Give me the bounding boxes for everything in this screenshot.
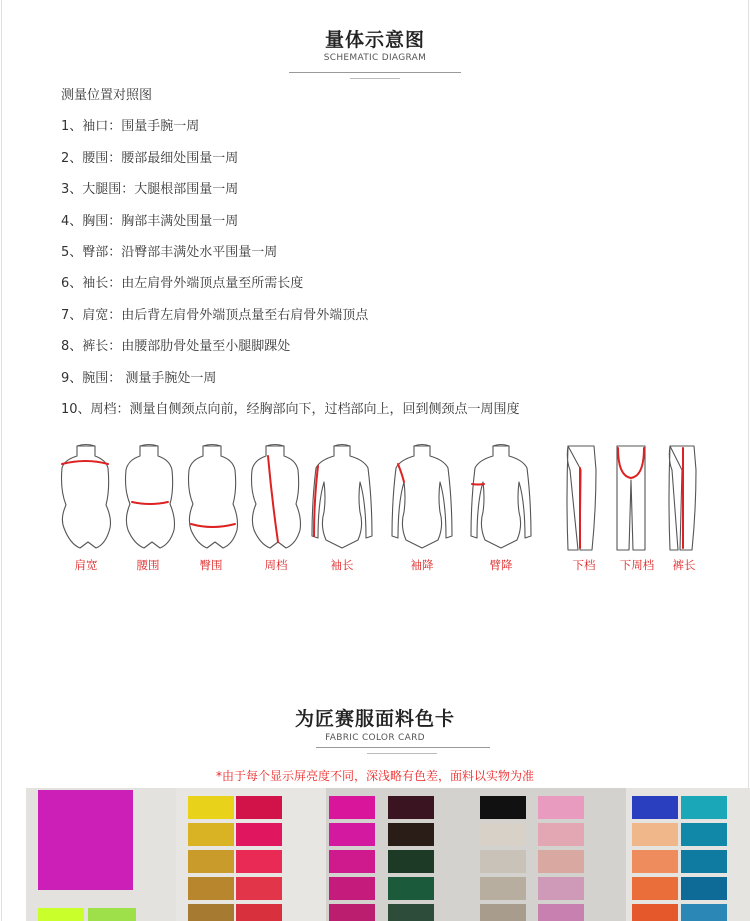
swatch-grey-3 <box>480 877 526 900</box>
section-title-schematic: 量体示意图 <box>324 29 425 51</box>
list-item: 5、臀部：沿臀部丰满处水平围量一周 <box>61 244 278 260</box>
figure-label-crotch-round: 下周档 <box>619 558 655 572</box>
swatch-grey-4 <box>480 904 526 921</box>
swatch-dark-0 <box>388 796 434 819</box>
title-underline <box>316 747 490 748</box>
list-item: 3、大腿围：大腿根部围量一周 <box>61 182 239 198</box>
color-disclaimer: *由于每个显示屏亮度不同，深浅略有色差，面料以实物为准 <box>215 769 534 783</box>
figure-label-pants-length: 裤长 <box>672 558 696 572</box>
figure-label-waist: 腰围 <box>136 558 160 572</box>
swatch-magenta-4 <box>329 904 375 921</box>
section-subtitle-schematic: SCHEMATIC DIAGRAM <box>323 53 427 63</box>
figure-shoulder-width <box>62 445 111 549</box>
swatch-magenta-2 <box>329 850 375 873</box>
swatch-pink-0 <box>236 796 282 819</box>
figure-waist <box>126 445 175 549</box>
swatch-large-magenta <box>38 790 133 890</box>
swatch-magenta-0 <box>329 796 375 819</box>
swatch-grey-2 <box>480 850 526 873</box>
list-item: 9、腕围： 测量手腕处一周 <box>61 370 217 386</box>
swatch-neon-yellow <box>38 908 84 921</box>
swatch-teal-0 <box>681 796 727 819</box>
swatch-teal-4 <box>681 904 727 921</box>
figure-sleeve-drop <box>392 445 452 549</box>
swatch-pastel_pink-0 <box>538 796 584 819</box>
fabric-swatch-photo <box>26 788 750 921</box>
section-subtitle-fabric: FABRIC COLOR CARD <box>325 733 425 743</box>
swatch-yellow-3 <box>188 877 234 900</box>
figure-pants-length <box>669 446 696 550</box>
list-item: 7、肩宽：由后背左肩骨外端顶点量至右肩骨外端顶点 <box>61 307 369 323</box>
figure-crotch-round <box>617 446 645 550</box>
list-item: 8、裤长：由腰部肋骨处量至小腿脚踝处 <box>61 339 291 355</box>
swatch-pastel_pink-4 <box>538 904 584 921</box>
swatch-magenta-1 <box>329 823 375 846</box>
measurement-list <box>61 86 520 431</box>
swatch-dark-4 <box>388 904 434 921</box>
title-underline-short <box>367 753 437 754</box>
swatch-grey-0 <box>480 796 526 819</box>
section-title-fabric: 为匠赛服面料色卡 <box>294 708 455 730</box>
swatch-teal-1 <box>681 823 727 846</box>
figure-inseam <box>567 446 596 550</box>
swatch-pastel_pink-2 <box>538 850 584 873</box>
swatch-teal-3 <box>681 877 727 900</box>
swatch-pink-4 <box>236 904 282 921</box>
swatch-magenta-3 <box>329 877 375 900</box>
figure-label-sleeve-drop: 袖降 <box>410 558 434 572</box>
list-item: 1、袖口：围量手腕一周 <box>61 119 200 135</box>
title-underline <box>289 72 461 73</box>
figure-crotch <box>252 445 301 549</box>
swatch-dark-1 <box>388 823 434 846</box>
swatch-pink-3 <box>236 877 282 900</box>
swatch-pastel_pink-1 <box>538 823 584 846</box>
list-item: 2、腰围：腰部最细处围量一周 <box>61 150 239 166</box>
figure-label-arm-drop: 臂降 <box>489 558 513 572</box>
swatch-yellow-0 <box>188 796 234 819</box>
swatch-blue-4 <box>632 904 678 921</box>
swatch-pastel_pink-3 <box>538 877 584 900</box>
figure-sleeve-length <box>312 445 372 549</box>
swatch-yellow-2 <box>188 850 234 873</box>
figure-label-sleeve-length: 袖长 <box>330 558 354 572</box>
swatch-pink-2 <box>236 850 282 873</box>
swatch-yellow-4 <box>188 904 234 921</box>
swatch-yellow-1 <box>188 823 234 846</box>
swatch-neon-green <box>88 908 136 921</box>
swatch-pink-1 <box>236 823 282 846</box>
figure-label-crotch: 周档 <box>264 558 288 572</box>
title-underline-short <box>350 78 400 79</box>
swatch-blue-3 <box>632 877 678 900</box>
swatch-teal-2 <box>681 850 727 873</box>
figure-label-shoulder: 肩宽 <box>74 558 98 572</box>
list-item: 10、周档：测量自侧颈点向前，经胸部向下，过档部向上，回到侧颈点一周围度 <box>61 401 520 417</box>
list-item: 4、胸围：胸部丰满处围量一周 <box>61 213 239 229</box>
figure-arm-drop <box>471 445 531 549</box>
figures-drawing <box>0 440 750 555</box>
swatch-blue-1 <box>632 823 678 846</box>
figure-label-inseam: 下档 <box>572 558 596 572</box>
figure-label-hip: 臀围 <box>199 558 223 572</box>
swatch-grey-1 <box>480 823 526 846</box>
swatch-blue-2 <box>632 850 678 873</box>
figure-hip <box>189 445 238 549</box>
swatch-drawing <box>26 788 750 921</box>
swatch-dark-3 <box>388 877 434 900</box>
swatch-dark-2 <box>388 850 434 873</box>
list-intro: 测量位置对照图 <box>61 88 153 103</box>
list-item: 6、袖长：由左肩骨外端顶点量至所需长度 <box>61 276 304 292</box>
swatch-blue-0 <box>632 796 678 819</box>
